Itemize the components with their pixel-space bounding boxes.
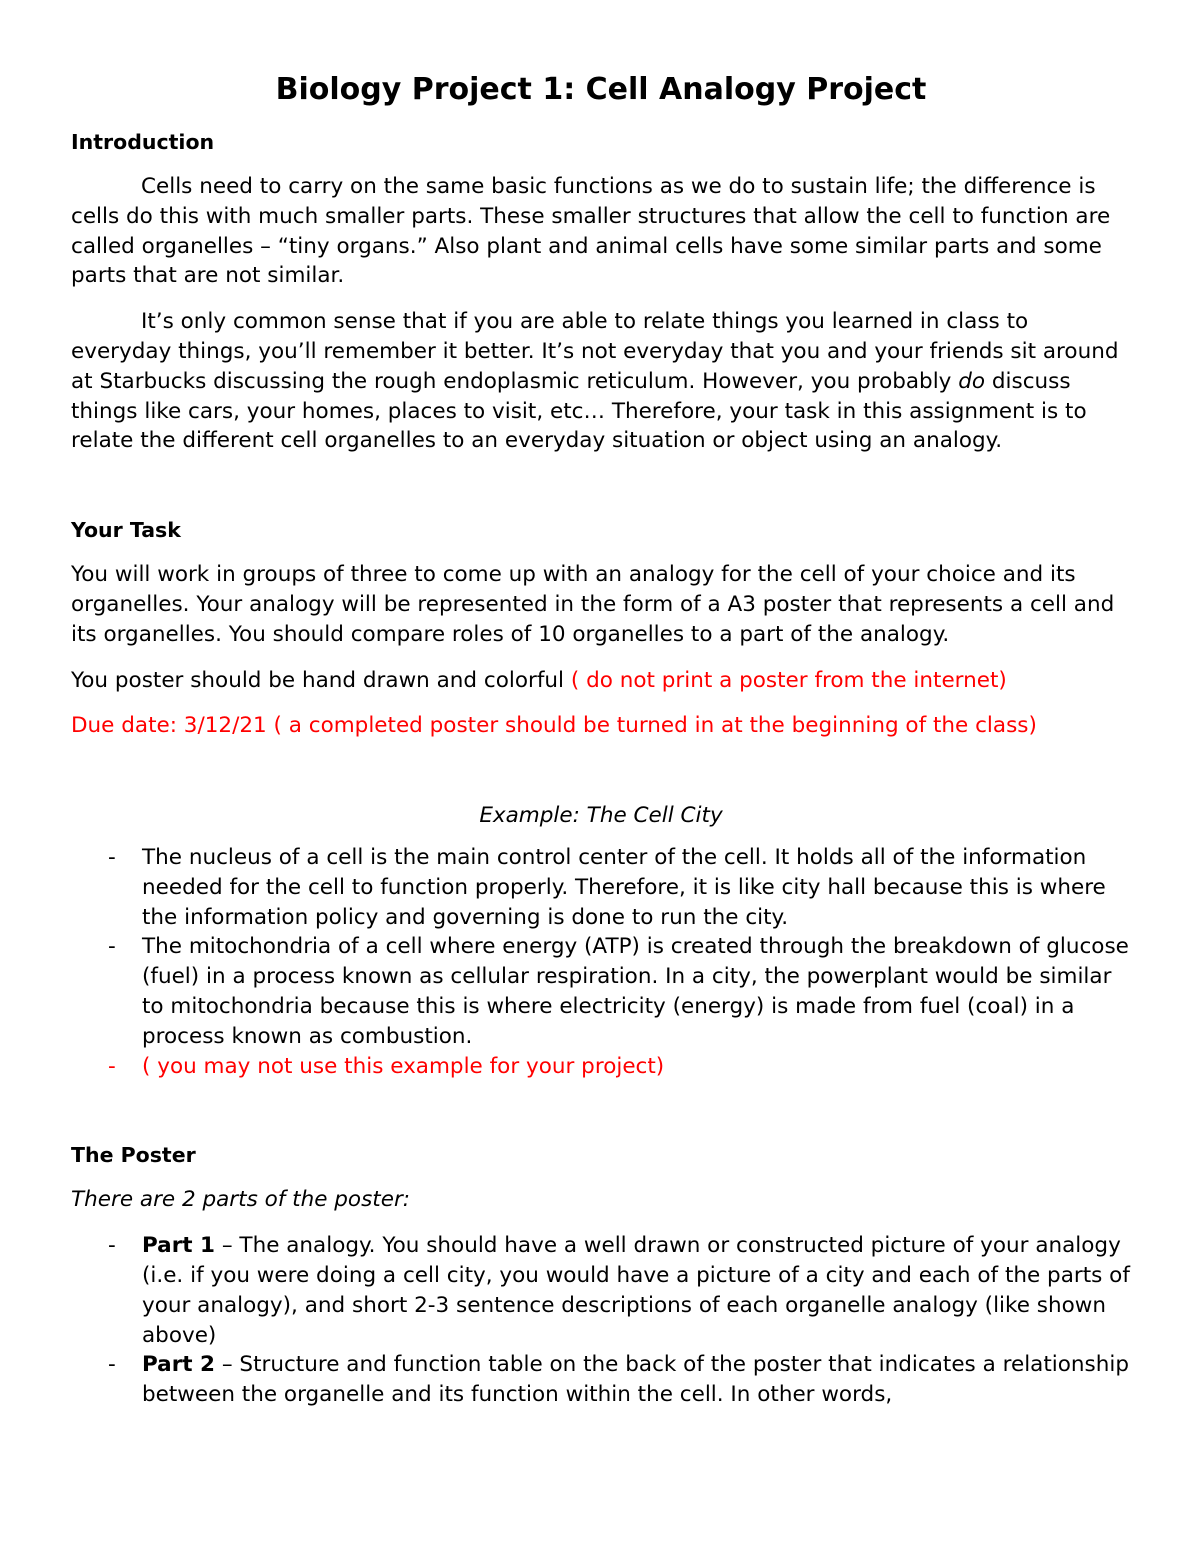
part-2-label: Part 2: [142, 1352, 216, 1378]
your-task-heading: Your Task: [71, 518, 181, 543]
list-item: [71, 843, 1131, 932]
task-paragraph-1: You will work in groups of three to come up with an analogy for the cell of your choice and its organelles. Your analogy will be represented in the form of a A3 poster that represents a cell and its organelles. You should compare roles of 10 organelles to a part of the analogy.: [71, 562, 1115, 647]
example-item-text: The mitochondria of a cell where energy (ATP) is created through the breakdown of glucose (fuel) in a process known as cellular respiration. In a city, the powerplant would be similar to mitochondria because this is where electricity (energy) is made from fuel (coal) in a process known as combustion.: [142, 934, 1129, 1049]
part-2-text: – Structure and function table on the back of the poster that indicates a relationship between the organelle and its function within the cell. In other words,: [142, 1352, 1129, 1408]
dash-bullet: -: [108, 844, 116, 870]
part-1-label: Part 1: [142, 1233, 216, 1259]
example-heading: [71, 801, 1131, 831]
example-note-text: ( you may not use this example for your project): [142, 1053, 665, 1079]
due-date: Due date: 3/12/21 ( a completed poster should be turned in at the beginning of the class): [71, 713, 1037, 739]
intro-p2-text-end: discuss things like cars, your homes, places to visit, etc… Therefore, your task in this assignment is to relate the different cell organelles to an everyday situation or object using an analogy.: [71, 368, 1087, 454]
task-p2-text: You poster should be hand drawn and colorful: [71, 667, 571, 693]
part-1-text: – The analogy. You should have a well drawn or constructed picture of your analogy (i.e. if you were doing a cell city, you would have a picture of a city and each of the parts of your analogy), and short 2-3 sentence descriptions of each organelle analogy (like shown above): [142, 1233, 1130, 1348]
intro-p2-emphasis: do: [958, 368, 986, 394]
task-paragraph-2: [71, 666, 1131, 696]
introduction-paragraph-1: Cells need to carry on the same basic functions as we do to sustain life; the difference is cells do this with much smaller parts. These smaller structures that allow the cell to function are called organelles – “tiny organs.” Also plant and animal cells have some similar parts and some parts that are not similar.: [71, 174, 1111, 289]
dash-bullet: -: [108, 1053, 116, 1079]
document-title: Biology Project 1: Cell Analogy Project: [275, 72, 927, 107]
example-list: [71, 843, 1131, 1081]
introduction-heading: Introduction: [71, 130, 215, 154]
poster-intro: [71, 1185, 1131, 1215]
document-page: [71, 70, 1131, 1410]
example-item-text: The nucleus of a cell is the main control center of the cell. It holds all of the information needed for the cell to function properly. Therefore, it is like city hall because this is where the information policy and governing is done to run the city.: [142, 844, 1106, 930]
list-item: [71, 1231, 1131, 1350]
introduction-paragraph-2: [71, 307, 1131, 456]
task-p2-warning: ( do not print a poster from the internet): [570, 667, 1007, 693]
dash-bullet: -: [108, 934, 116, 960]
poster-parts-list: [71, 1231, 1131, 1410]
dash-bullet: -: [108, 1233, 116, 1259]
example-heading-text: Example: The Cell City: [479, 803, 723, 829]
intro-p2-text-start: It’s only common sense that if you are able to relate things you learned in class to everyday things, you’ll remember it better. It’s not everyday that you and your friends sit around at Starbucks discussing the rough endoplasmic reticulum. However, you probably: [71, 309, 1119, 394]
dash-bullet: -: [108, 1352, 116, 1378]
list-item: [71, 1052, 1131, 1082]
list-item: [71, 1350, 1131, 1410]
poster-heading: The Poster: [71, 1143, 196, 1168]
list-item: [71, 932, 1131, 1051]
poster-intro-text: There are 2 parts of the poster:: [71, 1187, 411, 1213]
